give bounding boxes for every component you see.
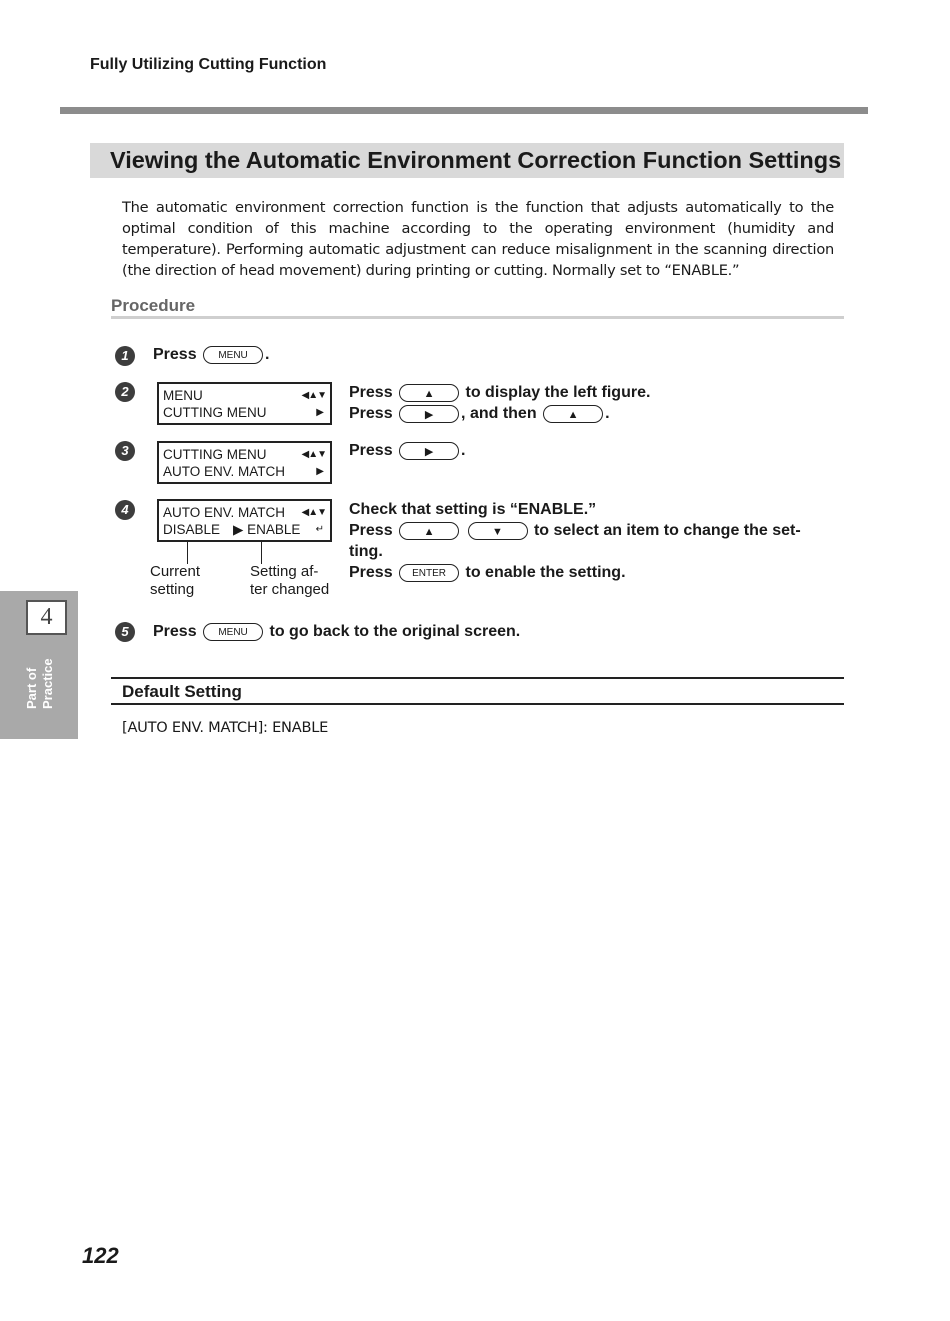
lcd-row-2	[163, 404, 326, 421]
step-4-press-enter: Press	[349, 564, 393, 582]
default-setting-value: [AUTO ENV. MATCH]: ENABLE	[122, 719, 329, 736]
callout-current-setting	[150, 563, 200, 599]
menu-key-icon: MENU	[203, 346, 263, 364]
step-2-line-1	[349, 384, 650, 402]
right-key-icon: ▶	[399, 405, 459, 423]
step-1-text	[153, 346, 270, 364]
up-key-icon: ▲	[399, 384, 459, 402]
step-4-line-2	[349, 522, 835, 540]
step-number-5: 5	[115, 622, 135, 642]
lcd-row-1	[163, 504, 326, 521]
section-title: Viewing the Automatic Environment Correction Function Settings	[110, 147, 842, 173]
callout-setting-after	[250, 563, 329, 599]
up-key-icon: ▲	[543, 405, 603, 423]
default-setting-bottom-rule	[111, 703, 844, 705]
chapter-tab-label	[24, 609, 56, 709]
lcd-row-2-text: AUTO ENV. MATCH	[163, 464, 286, 479]
callout-after-line-2: ter changed	[250, 581, 330, 598]
default-setting-top-rule	[111, 677, 844, 679]
lcd-right-arrow-icon: ▶	[316, 407, 324, 418]
step-4-line-1: Check that setting is “ENABLE.”	[349, 501, 597, 518]
enter-key-icon: ENTER	[399, 564, 459, 582]
lcd-display-step-2	[157, 382, 332, 425]
step-number-3: 3	[115, 441, 135, 461]
enter-return-icon: ↵	[315, 524, 324, 535]
step-4-line-3: ting.	[349, 543, 383, 560]
step-1-end: .	[265, 346, 270, 364]
step-number-4: 4	[115, 500, 135, 520]
step-2-press-1: Press	[349, 384, 393, 402]
lcd-row-1	[163, 446, 326, 463]
lcd-nav-arrows-icon: ◀▲▼	[301, 507, 326, 518]
running-header: Fully Utilizing Cutting Function	[90, 56, 327, 73]
callout-line-after	[261, 540, 262, 564]
lcd-row-2	[163, 521, 326, 538]
lcd-row-1	[163, 387, 326, 404]
step-2-press-2: Press	[349, 405, 393, 423]
header-rule	[60, 107, 868, 114]
menu-key-icon: MENU	[203, 623, 263, 641]
step-2-line-1-rest: to display the left figure.	[465, 384, 651, 402]
callout-after-line-1: Setting af-	[250, 563, 319, 580]
step-4-line-4	[349, 564, 626, 582]
lcd-display-step-4	[157, 499, 332, 542]
step-2-line-2	[349, 405, 610, 423]
intro-paragraph: The automatic environment correction function is the function that adjusts automatically to the optimal condition of this machine according to the operating environment (humidity and temperature). Performing automatic adjustment can reduce misalignment in the scanning direction (the direction of head movement) during printing or cutting. Normally set to “ENABLE.”	[122, 199, 834, 279]
lcd-current-setting: DISABLE	[163, 522, 221, 537]
lcd-row-2	[163, 463, 326, 480]
callout-current-line-2: setting	[150, 581, 195, 598]
lcd-new-setting: ▶ ENABLE	[233, 522, 301, 537]
step-5-text	[153, 623, 520, 641]
lcd-row-1-text: CUTTING MENU	[163, 447, 267, 462]
step-3-line-1	[349, 442, 466, 460]
chapter-number: 4	[26, 600, 67, 635]
step-5-press: Press	[153, 623, 197, 641]
lcd-nav-arrows-icon: ◀▲▼	[301, 390, 326, 401]
callout-current-line-1: Current	[150, 563, 201, 580]
lcd-row-2-text: CUTTING MENU	[163, 405, 267, 420]
lcd-nav-arrows-icon: ◀▲▼	[301, 449, 326, 460]
page-number: 122	[82, 1243, 119, 1268]
step-1-press: Press	[153, 346, 197, 364]
step-5-rest: to go back to the original screen.	[269, 623, 521, 641]
chapter-tab-line-1: Part of	[24, 667, 39, 709]
procedure-rule	[111, 316, 844, 319]
up-key-icon: ▲	[399, 522, 459, 540]
step-number-1: 1	[115, 346, 135, 366]
step-4-line-4-rest: to enable the setting.	[465, 564, 626, 582]
lcd-right-arrow-icon: ▶	[316, 466, 324, 477]
step-number-2: 2	[115, 382, 135, 402]
lcd-row-1-text: AUTO ENV. MATCH	[163, 505, 286, 520]
procedure-label: Procedure	[111, 296, 196, 315]
step-3-end: .	[461, 442, 466, 460]
lcd-display-step-3	[157, 441, 332, 484]
lcd-row-1-text: MENU	[163, 388, 203, 403]
step-2-line-2-mid: , and then	[461, 405, 537, 423]
callout-line-current	[187, 540, 188, 564]
right-key-icon: ▶	[399, 442, 459, 460]
step-4-line-2-rest: to select an item to change the set-	[533, 522, 801, 540]
step-3-press: Press	[349, 442, 393, 460]
down-key-icon: ▼	[468, 522, 528, 540]
step-2-line-2-end: .	[605, 405, 610, 423]
step-4-press: Press	[349, 522, 393, 540]
chapter-tab-line-2: Practice	[40, 658, 55, 709]
default-setting-title: Default Setting	[122, 682, 242, 701]
